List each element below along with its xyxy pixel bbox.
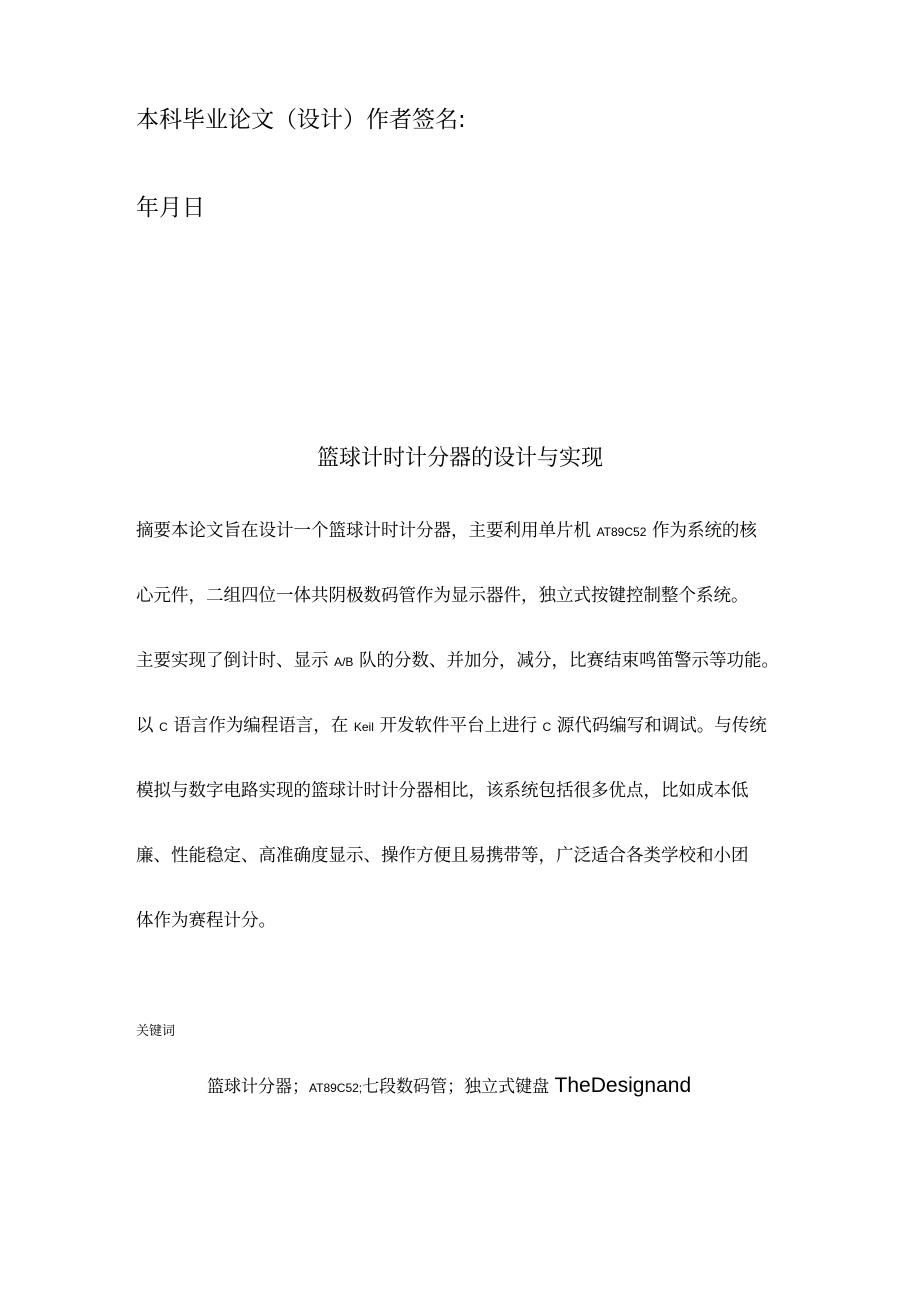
date-label: 年月日 <box>136 195 205 221</box>
keyword-chip-model: AT89C52; <box>309 1081 363 1095</box>
thesis-title: 篮球计时计分器的设计与实现 <box>316 446 603 471</box>
author-signature-label: 本科毕业论文（设计）作者签名: <box>136 107 466 133</box>
keywords-label: 关键词 <box>136 1024 176 1039</box>
language-name-text: C <box>542 720 552 734</box>
english-title-start: TheDesignand <box>554 1074 692 1097</box>
software-name-text: Keil <box>353 720 374 734</box>
abstract-line-2: 心元件，二组四位一体共阴极数码管作为显示器件，独立式按键控制整个系统。 <box>136 586 749 606</box>
abstract-text: 摘要本论文旨在设计一个篮球计时计分器，主要利用单片机 <box>136 521 597 541</box>
team-label-text: A/B <box>334 655 354 669</box>
abstract-paragraph <box>136 513 796 968</box>
chip-model-text: AT89C52 <box>596 525 647 539</box>
abstract-text: 主要实现了倒计时、显示 <box>136 651 335 671</box>
abstract-line-5: 模拟与数字电路实现的篮球计时计分器相比，该系统包括很多优点，比如成本低 <box>136 781 749 801</box>
abstract-text: 开发软件平台上进行 <box>373 716 543 736</box>
abstract-line-4 <box>136 708 796 773</box>
abstract-line-1 <box>136 513 796 578</box>
abstract-text: 队的分数、并加分，减分，比赛结束鸣笛警示等功能。 <box>353 651 779 671</box>
keyword-text: 七段数码管；独立式键盘 <box>362 1077 555 1097</box>
abstract-line-6: 廉、性能稳定、高准确度显示、操作方便且易携带等，广泛适合各类学校和小团 <box>136 846 749 866</box>
language-name-text: C <box>159 720 168 734</box>
keyword-text: 篮球计分器； <box>207 1077 309 1097</box>
abstract-line-3 <box>136 643 796 708</box>
abstract-text: 语言作为编程语言，在 <box>167 716 354 736</box>
abstract-text: 作为系统的核 <box>646 521 757 541</box>
abstract-text: 以 <box>136 716 160 736</box>
abstract-line-7: 体作为赛程计分。 <box>136 911 276 931</box>
keywords-list <box>207 1070 691 1104</box>
abstract-text: 源代码编写和调试。与传统 <box>551 716 767 736</box>
